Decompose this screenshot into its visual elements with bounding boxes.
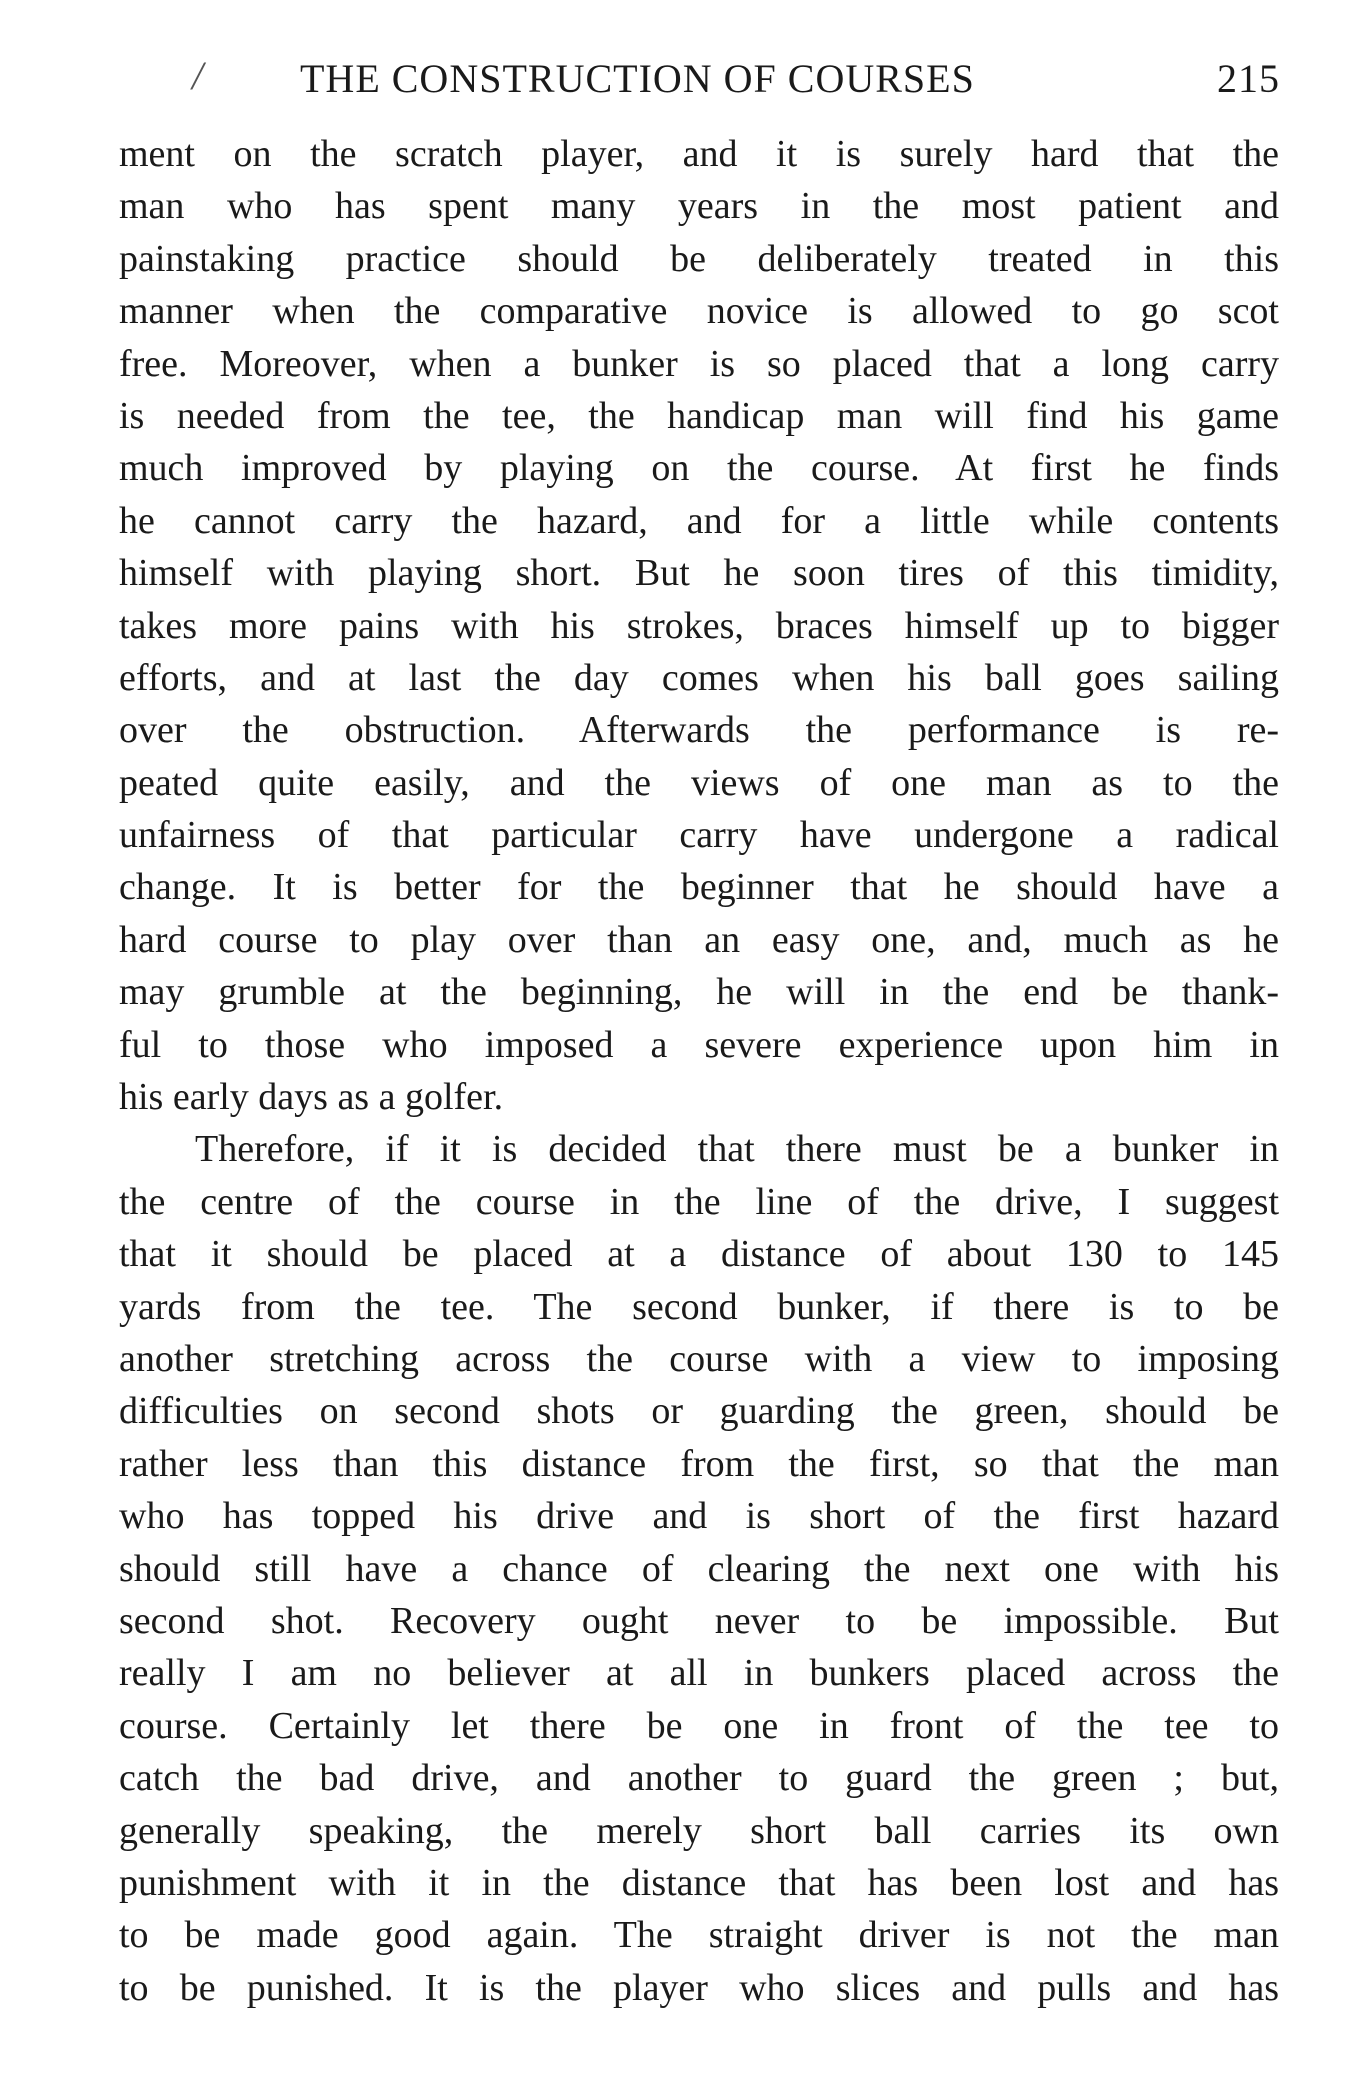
text-line: punishment with it in the distance that has been lost and has (119, 1861, 1279, 1904)
text-line: painstaking practice should be deliberately treated in this (119, 237, 1279, 280)
text-line: peated quite easily, and the views of one man as to the (119, 761, 1279, 804)
running-title: THE CONSTRUCTION OF COURSES (300, 56, 975, 101)
page-number: 215 (1217, 56, 1280, 101)
text-line: efforts, and at last the day comes when his ball goes sailing (119, 656, 1279, 699)
text-line: difficulties on second shots or guarding the green, should be (119, 1390, 1279, 1433)
text-line: ment on the scratch player, and it is surely hard that the (119, 133, 1279, 175)
text-line: hard course to play over than an easy one, and, much as he (119, 918, 1279, 961)
text-line: to be made good again. The straight driver is not the man (119, 1914, 1279, 1957)
text-line: ful to those who imposed a severe experience upon him in (119, 1023, 1279, 1066)
text-line: free. Moreover, when a bunker is so placed that a long carry (119, 342, 1279, 385)
text-line: he cannot carry the hazard, and for a little while contents (119, 499, 1279, 542)
paragraph-start-line: Therefore, if it is decided that there must be a bunker in (195, 1128, 1279, 1171)
text-line: much improved by playing on the course. At first he finds (119, 447, 1279, 490)
text-line: himself with playing short. But he soon tires of this timidity, (119, 552, 1279, 595)
text-line: manner when the comparative novice is allowed to go scot (119, 290, 1279, 333)
text-line: may grumble at the beginning, he will in the end be thank- (119, 971, 1279, 1014)
text-line: is needed from the tee, the handicap man will find his game (119, 394, 1279, 437)
text-line: change. It is better for the beginner that he should have a (119, 866, 1279, 909)
text-line: to be punished. It is the player who slices and pulls and has (119, 1966, 1279, 2009)
body-text (119, 128, 1279, 2014)
text-line: that it should be placed at a distance of about 130 to 145 (119, 1233, 1279, 1276)
text-line: course. Certainly let there be one in front of the tee to (119, 1704, 1279, 1747)
text-line: second shot. Recovery ought never to be impossible. But (119, 1599, 1279, 1642)
running-head (300, 55, 1280, 115)
text-line: should still have a chance of clearing the next one with his (119, 1547, 1279, 1590)
text-line: who has topped his drive and is short of the first hazard (119, 1495, 1279, 1538)
text-line: really I am no believer at all in bunkers placed across the (119, 1652, 1279, 1695)
text-line: man who has spent many years in the most patient and (119, 185, 1279, 228)
text-line: another stretching across the course with a view to imposing (119, 1337, 1279, 1380)
text-line: the centre of the course in the line of the drive, I suggest (119, 1180, 1279, 1223)
paragraph-end-line: his early days as a golfer. (119, 1076, 504, 1119)
text-line: rather less than this distance from the first, so that the man (119, 1442, 1279, 1485)
text-line: unfairness of that particular carry have undergone a radical (119, 814, 1279, 857)
text-line: generally speaking, the merely short ball carries its own (119, 1809, 1279, 1852)
text-line: over the obstruction. Afterwards the performance is re- (119, 709, 1279, 752)
text-line: takes more pains with his strokes, braces himself up to bigger (119, 604, 1279, 647)
text-line: yards from the tee. The second bunker, if there is to be (119, 1285, 1279, 1328)
text-line: catch the bad drive, and another to guard the green ; but, (119, 1757, 1279, 1800)
margin-mark: / (192, 53, 204, 98)
